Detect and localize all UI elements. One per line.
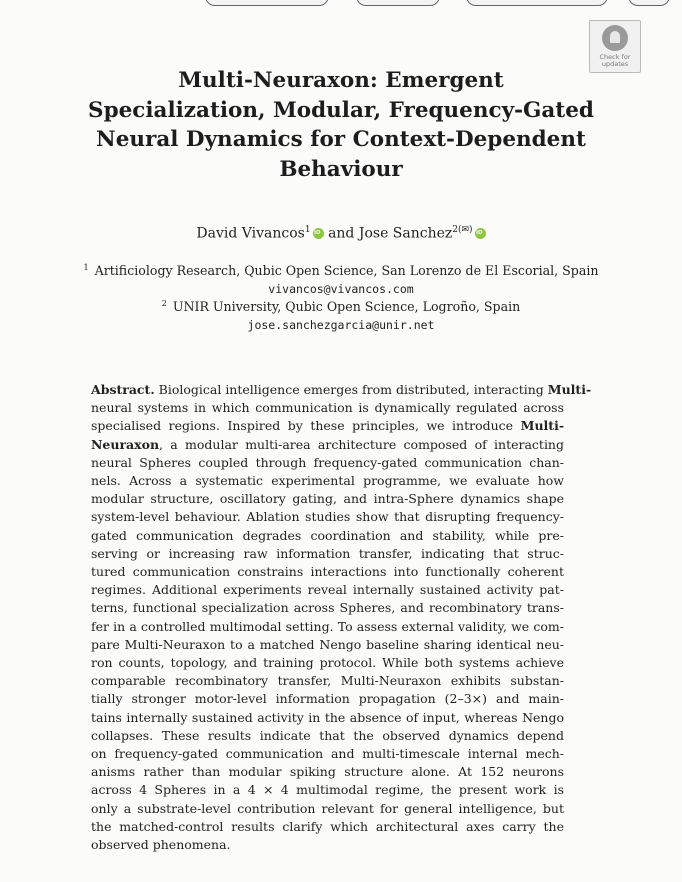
abstract-line: pare Multi-Neuraxon to a matched Nengo baseline sharing identical neu- xyxy=(91,636,564,652)
crossmark-icon xyxy=(602,25,628,51)
abstract-line: on frequency-gated communication and multi-timescale internal mech- xyxy=(91,746,564,762)
author-connector: and xyxy=(328,225,355,242)
abstract-line: comparable recombinatory transfer, Multi-Neuraxon exhibits substan- xyxy=(91,673,564,689)
author-name: David Vivancos xyxy=(196,225,305,242)
paper-title xyxy=(60,66,622,184)
toolbar-tab[interactable] xyxy=(466,0,608,6)
author-affiliation-mark: 1 xyxy=(304,225,311,235)
abstract-line: specialised regions. Inspired by these principles, we introduce Multi- xyxy=(91,418,565,434)
affiliation-number: 2 xyxy=(161,299,167,308)
check-updates-line2: updates xyxy=(601,60,629,68)
abstract-line: gated communication degrades coordination and stability, while pre- xyxy=(91,527,564,543)
affiliation xyxy=(0,295,682,334)
author-line xyxy=(0,225,682,242)
abstract-line: the matched-control results clarify which architectural axes carry the xyxy=(91,818,564,834)
affiliation xyxy=(0,259,682,298)
abstract-line: ron counts, topology, and training protocol. While both systems achieve xyxy=(91,655,564,671)
abstract-line: nels. Across a systematic experimental programme, we evaluate how xyxy=(91,473,564,489)
abstract-line: regimes. Additional experiments reveal internally sustained activity pat- xyxy=(91,582,564,598)
abstract-line: serving or increasing raw information transfer, indicating that struc- xyxy=(91,545,564,561)
toolbar-tab[interactable] xyxy=(205,0,329,6)
title-line: Specialization, Modular, Frequency-Gated xyxy=(88,97,594,123)
abstract-line: neural systems in which communication is dynamically regulated across xyxy=(91,400,564,416)
abstract-line: system-level behaviour. Ablation studies show that disrupting frequency- xyxy=(91,509,564,525)
abstract-line: tured communication constrains interactions into functionally coherent xyxy=(91,564,564,580)
affiliation-number: 1 xyxy=(83,263,89,272)
author-email[interactable]: jose.sanchezgarcia@unir.net xyxy=(247,318,435,333)
author-name: Jose Sanchez xyxy=(358,225,453,242)
abstract-heading: Abstract. xyxy=(91,382,155,397)
abstract-line: Abstract. Biological intelligence emerges from distributed, interacting Multi- xyxy=(91,382,592,397)
abstract-line: only a substrate-level contribution relevant for general intelligence, but xyxy=(91,800,564,816)
affiliation-text: UNIR University, Qubic Open Science, Logroño, Spain xyxy=(172,299,521,315)
abstract-line: across 4 Spheres in a 4 × 4 multimodal regime, the present work is xyxy=(91,782,564,798)
abstract-line: observed phenomena. xyxy=(91,837,231,853)
author-email[interactable]: vivancos@vivancos.com xyxy=(268,282,414,297)
abstract xyxy=(91,381,592,854)
check-updates-line1: Check for xyxy=(599,53,631,61)
affiliation-text: Artificiology Research, Qubic Open Science, San Lorenzo de El Escorial, Spain xyxy=(94,263,599,279)
toolbar-tab[interactable] xyxy=(356,0,440,6)
title-line: Multi-Neuraxon: Emergent xyxy=(178,68,504,93)
author-affiliation-mark: 2(✉) xyxy=(452,225,473,235)
abstract-line: tains internally sustained activity in the absence of input, whereas Nengo xyxy=(91,709,564,725)
title-line: Behaviour xyxy=(279,156,403,182)
orcid-icon[interactable] xyxy=(475,228,486,239)
title-line: Neural Dynamics for Context-Dependent xyxy=(96,127,586,152)
abstract-line: anisms rather than modular spiking structure alone. At 152 neurons xyxy=(91,764,564,780)
abstract-line: terns, functional specialization across Spheres, and recombinatory trans- xyxy=(91,600,564,616)
top-toolbar-remnant xyxy=(0,0,682,12)
toolbar-tab[interactable] xyxy=(628,0,670,6)
abstract-line: neural Spheres coupled through frequency-gated communication chan- xyxy=(91,454,564,470)
abstract-line: tially stronger motor-level information propagation (2–3×) and main- xyxy=(91,691,564,707)
abstract-line: modular structure, oscillatory gating, and intra-Sphere dynamics shape xyxy=(91,491,564,507)
abstract-line: fer in a controlled multimodal setting. To assess external validity, we com- xyxy=(91,618,564,634)
abstract-line: Neuraxon, a modular multi-area architecture composed of interacting xyxy=(91,436,564,452)
abstract-line: collapses. These results indicate that the observed dynamics depend xyxy=(91,727,564,743)
orcid-icon[interactable] xyxy=(313,228,324,239)
